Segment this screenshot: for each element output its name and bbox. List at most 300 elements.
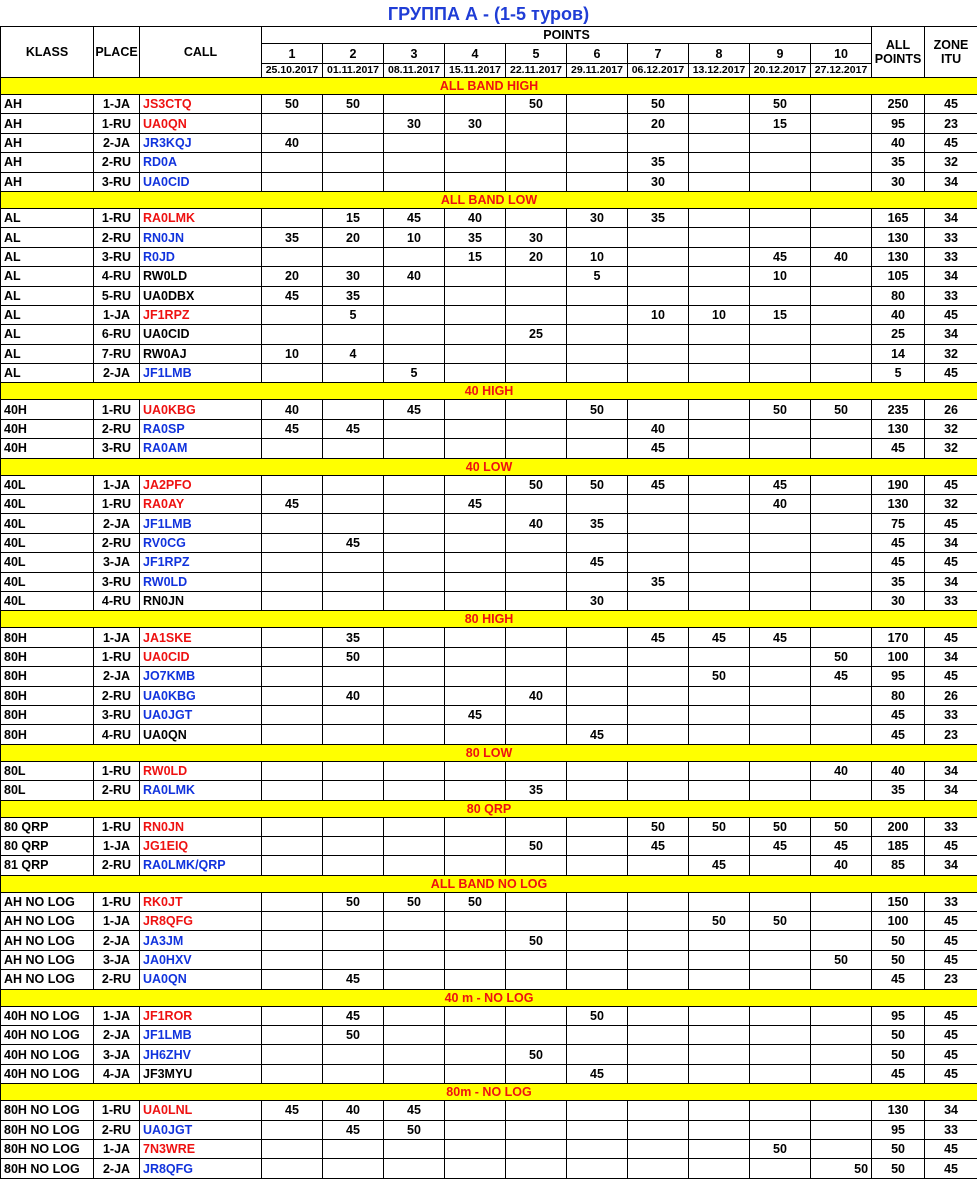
section-title: 80 QRP	[1, 800, 977, 817]
table-row	[1, 172, 977, 191]
all-points-cell: 50	[872, 1139, 925, 1158]
points-cell	[506, 1120, 567, 1139]
points-cell: 30	[384, 114, 445, 133]
points-cell	[506, 1026, 567, 1045]
points-cell	[445, 912, 506, 931]
points-cell	[811, 364, 872, 383]
points-cell: 45	[323, 1006, 384, 1025]
points-cell	[811, 553, 872, 572]
points-cell: 20	[323, 228, 384, 247]
points-cell	[567, 705, 628, 724]
points-cell	[750, 344, 811, 363]
points-cell: 40	[628, 419, 689, 438]
points-cell	[689, 533, 750, 552]
round-date-header: 01.11.2017	[323, 63, 384, 77]
all-points-cell: 45	[872, 1064, 925, 1083]
points-cell	[689, 364, 750, 383]
points-cell: 50	[506, 1045, 567, 1064]
zone-itu-cell: 45	[925, 133, 977, 152]
points-cell	[262, 514, 323, 533]
points-cell	[750, 1006, 811, 1025]
points-cell	[445, 1045, 506, 1064]
points-cell: 35	[567, 514, 628, 533]
points-cell	[445, 591, 506, 610]
points-cell	[445, 667, 506, 686]
points-cell	[628, 267, 689, 286]
points-cell	[323, 705, 384, 724]
place-cell: 3-JA	[94, 1045, 140, 1064]
points-cell	[811, 686, 872, 705]
points-cell	[750, 533, 811, 552]
place-cell: 2-JA	[94, 1026, 140, 1045]
points-cell	[567, 970, 628, 989]
points-cell: 30	[567, 208, 628, 227]
zone-itu-cell: 45	[925, 475, 977, 494]
points-cell	[323, 400, 384, 419]
points-cell	[445, 931, 506, 950]
points-cell	[689, 686, 750, 705]
points-cell	[262, 817, 323, 836]
points-cell	[506, 400, 567, 419]
klass-cell: 80L	[1, 761, 94, 780]
zone-itu-cell: 45	[925, 912, 977, 931]
points-cell	[567, 686, 628, 705]
zone-itu-cell: 34	[925, 647, 977, 666]
points-cell	[262, 892, 323, 911]
points-cell: 15	[750, 305, 811, 324]
zone-itu-cell: 23	[925, 970, 977, 989]
section-title: 40 m - NO LOG	[1, 989, 977, 1006]
points-cell	[628, 1139, 689, 1158]
all-points-cell: 250	[872, 95, 925, 114]
points-cell	[262, 553, 323, 572]
points-cell	[567, 1120, 628, 1139]
points-cell	[262, 628, 323, 647]
points-cell	[567, 533, 628, 552]
points-cell	[506, 344, 567, 363]
points-cell	[567, 344, 628, 363]
points-cell	[262, 931, 323, 950]
points-cell: 45	[384, 208, 445, 227]
all-points-cell: 150	[872, 892, 925, 911]
points-cell	[506, 912, 567, 931]
points-cell: 50	[750, 400, 811, 419]
points-cell	[750, 1159, 811, 1178]
call-cell: UA0KBG	[140, 686, 262, 705]
table-row	[1, 572, 977, 591]
all-points-cell: 95	[872, 667, 925, 686]
call-cell: JF1RPZ	[140, 553, 262, 572]
points-cell	[689, 1101, 750, 1120]
points-cell	[628, 892, 689, 911]
table-row	[1, 553, 977, 572]
round-number-header: 6	[567, 44, 628, 63]
points-cell: 50	[506, 836, 567, 855]
points-cell	[689, 1026, 750, 1045]
points-cell	[689, 475, 750, 494]
place-cell: 1-JA	[94, 305, 140, 324]
table-row	[1, 931, 977, 950]
place-cell: 1-JA	[94, 1006, 140, 1025]
round-number-header: 10	[811, 44, 872, 63]
zone-itu-cell: 45	[925, 305, 977, 324]
klass-cell: AL	[1, 247, 94, 266]
call-cell: JA1SKE	[140, 628, 262, 647]
call-cell: JF1LMB	[140, 514, 262, 533]
points-cell	[750, 153, 811, 172]
zone-itu-cell: 34	[925, 572, 977, 591]
call-cell: UA0DBX	[140, 286, 262, 305]
points-cell	[506, 591, 567, 610]
zone-itu-cell: 34	[925, 208, 977, 227]
place-cell: 4-RU	[94, 591, 140, 610]
table-row	[1, 533, 977, 552]
round-number-header: 3	[384, 44, 445, 63]
points-cell	[628, 725, 689, 744]
points-cell	[628, 1101, 689, 1120]
points-cell	[384, 475, 445, 494]
points-cell: 50	[811, 647, 872, 666]
table-row	[1, 514, 977, 533]
place-cell: 1-JA	[94, 628, 140, 647]
points-cell	[628, 533, 689, 552]
round-number-header: 2	[323, 44, 384, 63]
points-cell	[262, 114, 323, 133]
all-points-cell: 50	[872, 1159, 925, 1178]
all-points-cell: 5	[872, 364, 925, 383]
points-cell: 45	[445, 495, 506, 514]
call-cell: UA0JGT	[140, 1120, 262, 1139]
round-date-header: 06.12.2017	[628, 63, 689, 77]
points-cell	[628, 667, 689, 686]
section-header-row	[1, 383, 977, 400]
points-cell: 50	[750, 912, 811, 931]
klass-cell: 80H NO LOG	[1, 1139, 94, 1158]
points-cell: 45	[445, 705, 506, 724]
place-cell: 2-RU	[94, 419, 140, 438]
call-cell: JA2PFO	[140, 475, 262, 494]
call-cell: RW0AJ	[140, 344, 262, 363]
points-cell	[445, 970, 506, 989]
points-cell	[689, 95, 750, 114]
klass-cell: 80H NO LOG	[1, 1159, 94, 1178]
points-cell	[811, 1139, 872, 1158]
zone-itu-cell: 33	[925, 1120, 977, 1139]
all-points-cell: 45	[872, 705, 925, 724]
points-cell	[323, 950, 384, 969]
call-cell: JA0HXV	[140, 950, 262, 969]
points-cell	[628, 133, 689, 152]
zone-itu-cell: 45	[925, 514, 977, 533]
table-row	[1, 114, 977, 133]
klass-cell: 40H NO LOG	[1, 1006, 94, 1025]
points-cell	[811, 286, 872, 305]
table-row	[1, 761, 977, 780]
points-cell	[628, 1026, 689, 1045]
klass-cell: AH	[1, 153, 94, 172]
call-cell: JF1RPZ	[140, 305, 262, 324]
round-number-header: 1	[262, 44, 323, 63]
place-cell: 1-JA	[94, 912, 140, 931]
points-cell: 45	[323, 419, 384, 438]
points-cell	[506, 725, 567, 744]
klass-cell: AL	[1, 208, 94, 227]
points-cell	[445, 1159, 506, 1178]
table-row	[1, 950, 977, 969]
points-cell	[628, 931, 689, 950]
all-points-cell: 170	[872, 628, 925, 647]
points-cell	[506, 364, 567, 383]
points-cell	[750, 286, 811, 305]
points-cell	[445, 836, 506, 855]
klass-cell: AH NO LOG	[1, 912, 94, 931]
points-cell	[506, 153, 567, 172]
klass-cell: 80H NO LOG	[1, 1101, 94, 1120]
round-date-header: 27.12.2017	[811, 63, 872, 77]
call-cell: UA0CID	[140, 325, 262, 344]
all-points-cell: 100	[872, 912, 925, 931]
zone-itu-cell: 45	[925, 628, 977, 647]
points-cell: 35	[628, 153, 689, 172]
points-cell: 40	[750, 495, 811, 514]
klass-cell: 40L	[1, 591, 94, 610]
points-cell: 45	[567, 553, 628, 572]
points-cell	[689, 228, 750, 247]
points-cell	[323, 1139, 384, 1158]
section-title: 40 HIGH	[1, 383, 977, 400]
zone-itu-cell: 45	[925, 95, 977, 114]
points-cell	[567, 572, 628, 591]
place-cell: 2-RU	[94, 153, 140, 172]
klass-cell: 40H	[1, 400, 94, 419]
points-cell: 40	[262, 133, 323, 152]
place-cell: 1-RU	[94, 400, 140, 419]
all-points-cell: 35	[872, 781, 925, 800]
points-cell: 45	[750, 475, 811, 494]
call-cell: JR3KQJ	[140, 133, 262, 152]
zone-itu-cell: 33	[925, 228, 977, 247]
round-date-header: 29.11.2017	[567, 63, 628, 77]
points-cell	[689, 572, 750, 591]
points-cell	[262, 781, 323, 800]
points-cell	[445, 647, 506, 666]
zone-itu-cell: 45	[925, 553, 977, 572]
klass-cell: 81 QRP	[1, 856, 94, 875]
round-number-header: 4	[445, 44, 506, 63]
points-cell	[750, 1064, 811, 1083]
all-points-cell: 130	[872, 495, 925, 514]
zone-itu-header: ZONE ITU	[925, 27, 977, 78]
zone-itu-cell: 34	[925, 325, 977, 344]
table-row	[1, 267, 977, 286]
place-cell: 1-RU	[94, 647, 140, 666]
points-cell	[445, 725, 506, 744]
table-row	[1, 208, 977, 227]
points-cell	[628, 247, 689, 266]
points-cell	[628, 325, 689, 344]
points-cell: 45	[628, 439, 689, 458]
points-cell	[445, 553, 506, 572]
all-points-cell: 45	[872, 725, 925, 744]
klass-cell: AL	[1, 325, 94, 344]
klass-cell: AH NO LOG	[1, 931, 94, 950]
klass-cell: 80 QRP	[1, 836, 94, 855]
place-cell: 1-RU	[94, 495, 140, 514]
points-cell: 20	[262, 267, 323, 286]
klass-cell: AL	[1, 286, 94, 305]
all-points-cell: 50	[872, 1026, 925, 1045]
points-cell: 40	[811, 761, 872, 780]
points-cell	[323, 133, 384, 152]
points-cell	[689, 725, 750, 744]
points-cell	[384, 931, 445, 950]
points-cell: 45	[811, 667, 872, 686]
points-cell	[506, 647, 567, 666]
place-cell: 2-JA	[94, 364, 140, 383]
all-points-cell: 35	[872, 153, 925, 172]
points-cell	[384, 172, 445, 191]
zone-itu-cell: 45	[925, 1026, 977, 1045]
klass-cell: 40L	[1, 495, 94, 514]
points-cell: 45	[628, 836, 689, 855]
call-cell: RA0SP	[140, 419, 262, 438]
zone-itu-cell: 34	[925, 1101, 977, 1120]
zone-itu-cell: 23	[925, 725, 977, 744]
points-cell	[689, 208, 750, 227]
klass-cell: 80H	[1, 628, 94, 647]
points-cell	[811, 1101, 872, 1120]
points-cell	[689, 1064, 750, 1083]
table-row	[1, 781, 977, 800]
round-number-header: 7	[628, 44, 689, 63]
zone-itu-cell: 34	[925, 267, 977, 286]
points-cell: 45	[567, 725, 628, 744]
points-cell	[750, 686, 811, 705]
points-cell	[811, 1045, 872, 1064]
points-cell	[750, 591, 811, 610]
table-row	[1, 1045, 977, 1064]
call-cell: UA0QN	[140, 970, 262, 989]
points-cell	[689, 153, 750, 172]
section-title: ALL BAND HIGH	[1, 78, 977, 95]
points-cell	[445, 628, 506, 647]
points-cell	[445, 172, 506, 191]
points-cell: 50	[811, 817, 872, 836]
points-cell	[750, 725, 811, 744]
call-cell: RA0AY	[140, 495, 262, 514]
points-cell	[689, 970, 750, 989]
place-cell: 1-RU	[94, 1101, 140, 1120]
all-points-cell: 80	[872, 686, 925, 705]
points-cell	[506, 1139, 567, 1158]
all-points-cell: 185	[872, 836, 925, 855]
points-cell	[628, 495, 689, 514]
points-cell	[445, 572, 506, 591]
points-cell	[445, 533, 506, 552]
points-cell: 45	[323, 533, 384, 552]
points-cell	[384, 533, 445, 552]
points-cell	[323, 817, 384, 836]
points-cell	[445, 325, 506, 344]
zone-itu-cell: 45	[925, 1045, 977, 1064]
table-row	[1, 247, 977, 266]
points-cell: 15	[323, 208, 384, 227]
table-row	[1, 912, 977, 931]
zone-itu-cell: 33	[925, 705, 977, 724]
points-cell	[384, 667, 445, 686]
points-cell	[506, 114, 567, 133]
points-cell	[506, 1101, 567, 1120]
zone-itu-cell: 34	[925, 533, 977, 552]
zone-itu-cell: 45	[925, 1006, 977, 1025]
round-date-header: 08.11.2017	[384, 63, 445, 77]
zone-itu-cell: 45	[925, 667, 977, 686]
points-cell	[506, 208, 567, 227]
points-cell: 45	[323, 1120, 384, 1139]
points-cell: 40	[811, 856, 872, 875]
points-cell	[445, 419, 506, 438]
points-cell	[567, 781, 628, 800]
points-cell	[689, 114, 750, 133]
points-cell: 4	[323, 344, 384, 363]
points-cell: 50	[750, 95, 811, 114]
points-cell	[567, 228, 628, 247]
points-cell	[262, 325, 323, 344]
points-cell	[811, 325, 872, 344]
round-date-header: 25.10.2017	[262, 63, 323, 77]
all-points-cell: 95	[872, 1120, 925, 1139]
all-points-cell: 75	[872, 514, 925, 533]
points-cell	[506, 628, 567, 647]
points-cell	[689, 495, 750, 514]
points-cell	[567, 1159, 628, 1178]
points-cell: 35	[323, 286, 384, 305]
points-cell	[262, 950, 323, 969]
points-cell	[384, 705, 445, 724]
klass-cell: 40L	[1, 572, 94, 591]
points-cell	[567, 856, 628, 875]
points-cell: 50	[750, 817, 811, 836]
place-cell: 2-JA	[94, 667, 140, 686]
points-cell	[750, 133, 811, 152]
call-cell: R0JD	[140, 247, 262, 266]
all-points-cell: 40	[872, 305, 925, 324]
points-cell: 45	[628, 475, 689, 494]
points-cell	[384, 1159, 445, 1178]
points-cell: 50	[689, 912, 750, 931]
points-cell	[506, 667, 567, 686]
points-cell: 40	[506, 514, 567, 533]
points-cell	[689, 133, 750, 152]
points-cell	[506, 267, 567, 286]
points-cell: 45	[689, 628, 750, 647]
points-cell	[628, 781, 689, 800]
points-cell: 10	[689, 305, 750, 324]
zone-itu-cell: 45	[925, 364, 977, 383]
points-cell	[323, 781, 384, 800]
points-cell	[689, 419, 750, 438]
all-points-cell: 25	[872, 325, 925, 344]
call-cell: RA0LMK	[140, 781, 262, 800]
zone-itu-cell: 34	[925, 781, 977, 800]
points-cell	[567, 892, 628, 911]
points-cell	[689, 950, 750, 969]
points-cell	[811, 495, 872, 514]
points-cell	[689, 514, 750, 533]
points-cell	[750, 514, 811, 533]
points-cell	[323, 667, 384, 686]
points-cell	[750, 1026, 811, 1045]
